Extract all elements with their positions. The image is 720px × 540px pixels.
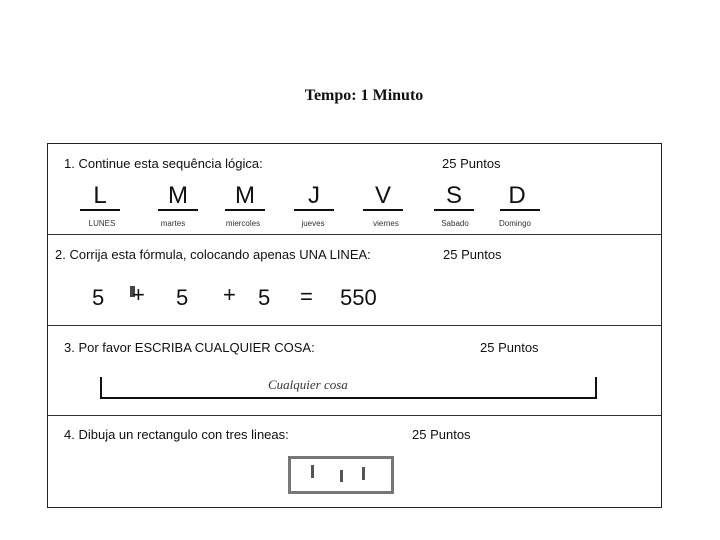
- letter-underline: [363, 209, 403, 211]
- divider-2: [48, 325, 661, 326]
- line-mark: [340, 470, 343, 482]
- sequence-letter: J: [308, 182, 320, 209]
- formula-equals: =: [300, 284, 313, 309]
- formula-term: 5: [92, 285, 105, 310]
- question-3-text: 3. Por favor ESCRIBA CUALQUIER COSA:: [64, 340, 315, 355]
- question-1-points: 25 Puntos: [442, 156, 501, 171]
- letter-underline: [158, 209, 198, 211]
- formula-term: 5: [258, 285, 271, 310]
- letter-underline: [434, 209, 474, 211]
- line-mark: [311, 465, 314, 478]
- day-label: miercoles: [225, 219, 261, 228]
- bracket-bottom: [100, 397, 597, 399]
- question-3-points: 25 Puntos: [480, 340, 539, 355]
- line-mark: [362, 467, 365, 480]
- bracket-right: [595, 377, 597, 399]
- formula-operator: +: [132, 282, 145, 307]
- formula-operator: +: [223, 282, 236, 307]
- page-title: Tempo: 1 Minuto: [304, 87, 424, 104]
- question-4-text: 4. Dibuja un rectangulo con tres lineas:: [64, 427, 289, 442]
- letter-underline: [80, 209, 120, 211]
- sequence-letter: M: [235, 182, 255, 209]
- sequence-letter: V: [374, 182, 391, 209]
- question-1-text: 1. Continue esta sequência lógica:: [64, 156, 263, 171]
- divider-1: [48, 234, 661, 235]
- sequence-letter: S: [445, 182, 462, 209]
- day-label: Sabado: [441, 219, 469, 228]
- formula-term: 5: [176, 285, 189, 310]
- day-label: LUNES: [88, 219, 116, 228]
- sequence-letter: D: [508, 182, 526, 209]
- letter-underline: [225, 209, 265, 211]
- divider-3: [48, 415, 661, 416]
- day-label: Domingo: [498, 219, 531, 228]
- day-label: jueves: [301, 219, 325, 228]
- day-label: viernes: [373, 219, 399, 228]
- formula-result: 550: [340, 285, 377, 310]
- answer-text: Cualquier cosa: [268, 377, 348, 392]
- sequence-letter: M: [168, 182, 188, 209]
- question-2-points: 25 Puntos: [443, 247, 502, 262]
- sequence-letter: L: [93, 182, 107, 209]
- bracket-left: [100, 377, 102, 399]
- question-4-points: 25 Puntos: [412, 427, 471, 442]
- day-label: martes: [160, 219, 186, 228]
- letter-underline: [294, 209, 334, 211]
- letter-underline: [500, 209, 540, 211]
- question-2-text: 2. Corrija esta fórmula, colocando apenas UNA LINEA:: [55, 247, 371, 262]
